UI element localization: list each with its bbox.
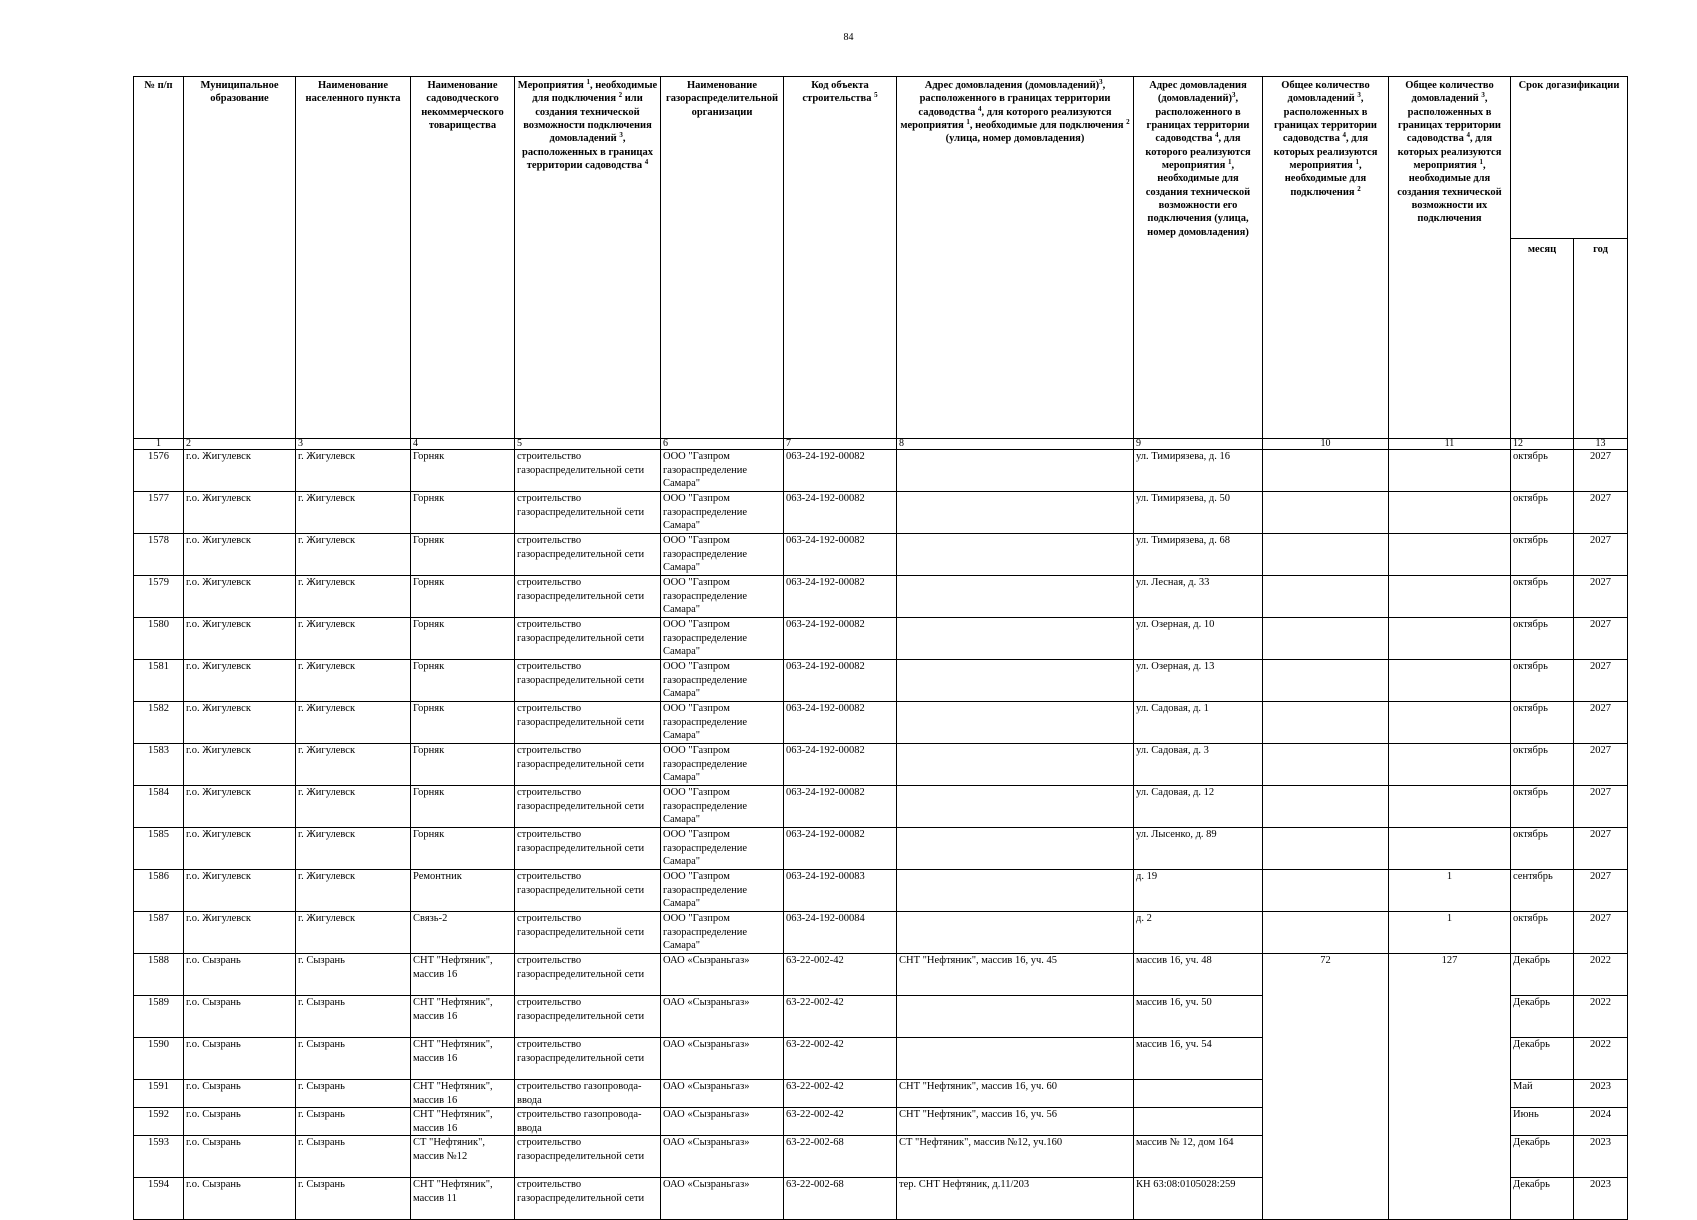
row-number-cell: 1590: [134, 1038, 184, 1080]
table-row: [134, 1136, 1628, 1178]
municipality-cell: г.о. Сызрань: [184, 1108, 296, 1136]
column-number: 5: [515, 439, 661, 450]
snt-name-cell: СТ "Нефтяник", массив №12: [411, 1136, 515, 1178]
count-capability-cell: [1389, 492, 1511, 534]
capability-address-cell: ул. Озерная, д. 10: [1134, 618, 1263, 660]
settlement-cell: г. Сызрань: [296, 1080, 411, 1108]
gas-organization-cell: ООО "Газпром газораспределение Самара": [661, 828, 784, 870]
header-col11: Общее количество домовладений $^3$, расположенных в границах территории садоводства $^4$, для которых реализуются мероприятия $^1$, необходимые для создания технической возможности их подключения: [1389, 77, 1511, 239]
connection-address-cell: [897, 744, 1134, 786]
connection-address-cell: [897, 492, 1134, 534]
count-capability-cell: [1389, 702, 1511, 744]
object-code-cell: 063-24-192-00082: [784, 744, 897, 786]
municipality-cell: г.о. Сызрань: [184, 1136, 296, 1178]
capability-address-cell: массив № 12, дом 164: [1134, 1136, 1263, 1178]
year-cell: 2023: [1574, 1136, 1628, 1178]
month-cell: октябрь: [1511, 912, 1574, 954]
settlement-cell: г. Жигулевск: [296, 660, 411, 702]
snt-name-cell: Связь-2: [411, 912, 515, 954]
gas-organization-cell: ОАО «Сызраньгаз»: [661, 1136, 784, 1178]
settlement-cell: г. Жигулевск: [296, 912, 411, 954]
row-number-cell: 1589: [134, 996, 184, 1038]
measure-cell: строительство газораспределительной сети: [515, 492, 661, 534]
year-cell: 2027: [1574, 492, 1628, 534]
object-code-cell: 063-24-192-00082: [784, 576, 897, 618]
object-code-cell: 063-24-192-00082: [784, 786, 897, 828]
count-capability-cell: [1389, 534, 1511, 576]
year-cell: 2027: [1574, 744, 1628, 786]
row-number-cell: 1593: [134, 1136, 184, 1178]
municipality-cell: г.о. Жигулевск: [184, 912, 296, 954]
count-capability-cell: [1389, 1108, 1511, 1136]
settlement-cell: г. Жигулевск: [296, 744, 411, 786]
year-cell: 2024: [1574, 1108, 1628, 1136]
snt-name-cell: СНТ "Нефтяник", массив 16: [411, 1080, 515, 1108]
connection-address-cell: [897, 660, 1134, 702]
row-number-cell: 1587: [134, 912, 184, 954]
object-code-cell: 63-22-002-42: [784, 1038, 897, 1080]
capability-address-cell: массив 16, уч. 50: [1134, 996, 1263, 1038]
count-capability-cell: [1389, 786, 1511, 828]
connection-address-cell: СТ "Нефтяник", массив №12, уч.160: [897, 1136, 1134, 1178]
municipality-cell: г.о. Сызрань: [184, 954, 296, 996]
year-cell: 2027: [1574, 828, 1628, 870]
count-connection-cell: [1263, 618, 1389, 660]
table-row: [134, 450, 1628, 492]
year-cell: 2027: [1574, 870, 1628, 912]
count-capability-cell: [1389, 660, 1511, 702]
measure-cell: строительство газопровода-ввода: [515, 1080, 661, 1108]
table-row: [134, 870, 1628, 912]
month-cell: октябрь: [1511, 576, 1574, 618]
settlement-cell: г. Жигулевск: [296, 618, 411, 660]
header-col5: Мероприятия $^1$, необходимые для подключения $^2$ или создания технической возможности подключения домовладений $^3$, расположенных в границах территории садоводства $^4$: [515, 77, 661, 239]
month-cell: Декабрь: [1511, 1136, 1574, 1178]
row-number-cell: 1579: [134, 576, 184, 618]
header-gasification-period: Срок догазификации: [1511, 77, 1628, 239]
object-code-cell: 063-24-192-00082: [784, 534, 897, 576]
column-number: 3: [296, 439, 411, 450]
count-connection-cell: [1263, 702, 1389, 744]
municipality-cell: г.о. Сызрань: [184, 1038, 296, 1080]
table-row: [134, 828, 1628, 870]
row-number-cell: 1582: [134, 702, 184, 744]
count-capability-cell: [1389, 1178, 1511, 1220]
row-number-cell: 1592: [134, 1108, 184, 1136]
count-connection-cell: [1263, 576, 1389, 618]
snt-name-cell: СНТ "Нефтяник", массив 11: [411, 1178, 515, 1220]
header-col2: Муниципальное образование: [184, 77, 296, 239]
column-number: 1: [134, 439, 184, 450]
month-cell: Декабрь: [1511, 996, 1574, 1038]
month-cell: октябрь: [1511, 786, 1574, 828]
snt-name-cell: СНТ "Нефтяник", массив 16: [411, 996, 515, 1038]
column-number: 6: [661, 439, 784, 450]
connection-address-cell: [897, 702, 1134, 744]
object-code-cell: 063-24-192-00083: [784, 870, 897, 912]
gas-organization-cell: ООО "Газпром газораспределение Самара": [661, 450, 784, 492]
settlement-cell: г. Сызрань: [296, 954, 411, 996]
snt-name-cell: СНТ "Нефтяник", массив 16: [411, 1038, 515, 1080]
row-number-cell: 1581: [134, 660, 184, 702]
month-cell: октябрь: [1511, 492, 1574, 534]
object-code-cell: 63-22-002-42: [784, 1108, 897, 1136]
snt-name-cell: Горняк: [411, 828, 515, 870]
count-capability-cell: [1389, 1136, 1511, 1178]
month-cell: октябрь: [1511, 618, 1574, 660]
count-capability-cell: 1: [1389, 912, 1511, 954]
settlement-cell: г. Сызрань: [296, 1038, 411, 1080]
capability-address-cell: ул. Лесная, д. 33: [1134, 576, 1263, 618]
year-cell: 2027: [1574, 660, 1628, 702]
settlement-cell: г. Жигулевск: [296, 786, 411, 828]
header-col3: Наименование населенного пункта: [296, 77, 411, 239]
measure-cell: строительство газораспределительной сети: [515, 1178, 661, 1220]
count-connection-cell: [1263, 1136, 1389, 1178]
connection-address-cell: [897, 996, 1134, 1038]
row-number-cell: 1577: [134, 492, 184, 534]
object-code-cell: 063-24-192-00082: [784, 660, 897, 702]
capability-address-cell: ул. Тимирязева, д. 16: [1134, 450, 1263, 492]
measure-cell: строительство газораспределительной сети: [515, 828, 661, 870]
snt-name-cell: Ремонтник: [411, 870, 515, 912]
connection-address-cell: тер. СНТ Нефтяник, д.11/203: [897, 1178, 1134, 1220]
gas-organization-cell: ОАО «Сызраньгаз»: [661, 1108, 784, 1136]
gas-organization-cell: ООО "Газпром газораспределение Самара": [661, 492, 784, 534]
capability-address-cell: д. 2: [1134, 912, 1263, 954]
measure-cell: строительство газораспределительной сети: [515, 786, 661, 828]
measure-cell: строительство газораспределительной сети: [515, 618, 661, 660]
count-connection-cell: [1263, 1178, 1389, 1220]
capability-address-cell: ул. Тимирязева, д. 68: [1134, 534, 1263, 576]
measure-cell: строительство газораспределительной сети: [515, 1038, 661, 1080]
column-number: 2: [184, 439, 296, 450]
municipality-cell: г.о. Жигулевск: [184, 702, 296, 744]
measure-cell: строительство газораспределительной сети: [515, 870, 661, 912]
table-row: [134, 534, 1628, 576]
column-number: 9: [1134, 439, 1263, 450]
gas-organization-cell: ООО "Газпром газораспределение Самара": [661, 786, 784, 828]
object-code-cell: 063-24-192-00082: [784, 492, 897, 534]
object-code-cell: 63-22-002-68: [784, 1178, 897, 1220]
settlement-cell: г. Жигулевск: [296, 870, 411, 912]
connection-address-cell: [897, 450, 1134, 492]
gas-organization-cell: ОАО «Сызраньгаз»: [661, 1080, 784, 1108]
row-number-cell: 1576: [134, 450, 184, 492]
count-capability-cell: 1: [1389, 870, 1511, 912]
row-number-cell: 1578: [134, 534, 184, 576]
gas-organization-cell: ООО "Газпром газораспределение Самара": [661, 702, 784, 744]
gas-organization-cell: ООО "Газпром газораспределение Самара": [661, 534, 784, 576]
count-connection-cell: [1263, 828, 1389, 870]
municipality-cell: г.о. Жигулевск: [184, 828, 296, 870]
connection-address-cell: СНТ "Нефтяник", массив 16, уч. 45: [897, 954, 1134, 996]
header-col9: Адрес домовладения (домовладений)$^3$, расположенного в границах территории садоводства $^4$, для которого реализуются мероприятия $^1$, необходимые для создания технической возможности его подключения (улица, номер домовладения): [1134, 77, 1263, 239]
header-col1: № п/п: [134, 77, 184, 239]
count-capability-cell: [1389, 996, 1511, 1038]
header-col7: Код объекта строительства $^5$: [784, 77, 897, 239]
header-col10: Общее количество домовладений $^3$, расположенных в границах территории садоводства $^4$, для которых реализуются мероприятия $^1$, необходимые для подключения $^2$: [1263, 77, 1389, 239]
capability-address-cell: ул. Озерная, д. 13: [1134, 660, 1263, 702]
snt-name-cell: Горняк: [411, 618, 515, 660]
header-month: месяц: [1511, 239, 1574, 439]
connection-address-cell: [897, 870, 1134, 912]
count-capability-cell: [1389, 618, 1511, 660]
gas-organization-cell: ОАО «Сызраньгаз»: [661, 996, 784, 1038]
connection-address-cell: [897, 618, 1134, 660]
municipality-cell: г.о. Жигулевск: [184, 534, 296, 576]
year-cell: 2022: [1574, 954, 1628, 996]
gas-organization-cell: ОАО «Сызраньгаз»: [661, 954, 784, 996]
capability-address-cell: ул. Тимирязева, д. 50: [1134, 492, 1263, 534]
table-row: [134, 996, 1628, 1038]
column-number: 7: [784, 439, 897, 450]
settlement-cell: г. Сызрань: [296, 1136, 411, 1178]
measure-cell: строительство газораспределительной сети: [515, 576, 661, 618]
municipality-cell: г.о. Сызрань: [184, 996, 296, 1038]
gas-organization-cell: ООО "Газпром газораспределение Самара": [661, 870, 784, 912]
settlement-cell: г. Жигулевск: [296, 576, 411, 618]
count-connection-cell: [1263, 492, 1389, 534]
object-code-cell: 63-22-002-68: [784, 1136, 897, 1178]
measure-cell: строительство газораспределительной сети: [515, 912, 661, 954]
snt-name-cell: Горняк: [411, 744, 515, 786]
measure-cell: строительство газораспределительной сети: [515, 450, 661, 492]
month-cell: октябрь: [1511, 450, 1574, 492]
month-cell: Июнь: [1511, 1108, 1574, 1136]
year-cell: 2022: [1574, 1038, 1628, 1080]
gas-organization-cell: ООО "Газпром газораспределение Самара": [661, 576, 784, 618]
count-capability-cell: [1389, 744, 1511, 786]
count-connection-cell: [1263, 534, 1389, 576]
year-cell: 2027: [1574, 912, 1628, 954]
connection-address-cell: [897, 534, 1134, 576]
object-code-cell: 063-24-192-00082: [784, 702, 897, 744]
snt-name-cell: СНТ "Нефтяник", массив 16: [411, 954, 515, 996]
municipality-cell: г.о. Жигулевск: [184, 660, 296, 702]
count-connection-cell: [1263, 996, 1389, 1038]
header-col6: Наименование газораспределительной организации: [661, 77, 784, 239]
capability-address-cell: ул. Лысенко, д. 89: [1134, 828, 1263, 870]
table-row: [134, 912, 1628, 954]
connection-address-cell: СНТ "Нефтяник", массив 16, уч. 56: [897, 1108, 1134, 1136]
row-number-cell: 1584: [134, 786, 184, 828]
column-number: 13: [1574, 439, 1628, 450]
object-code-cell: 63-22-002-42: [784, 996, 897, 1038]
table-row: [134, 1080, 1628, 1108]
count-capability-cell: [1389, 1038, 1511, 1080]
row-number-cell: 1591: [134, 1080, 184, 1108]
month-cell: Декабрь: [1511, 1178, 1574, 1220]
gas-organization-cell: ОАО «Сызраньгаз»: [661, 1038, 784, 1080]
object-code-cell: 063-24-192-00082: [784, 828, 897, 870]
connection-address-cell: [897, 576, 1134, 618]
snt-name-cell: Горняк: [411, 786, 515, 828]
count-connection-cell: [1263, 786, 1389, 828]
column-number: 8: [897, 439, 1134, 450]
month-cell: Май: [1511, 1080, 1574, 1108]
count-connection-cell: [1263, 1080, 1389, 1108]
settlement-cell: г. Сызрань: [296, 1108, 411, 1136]
table-row: [134, 576, 1628, 618]
table-body: [134, 450, 1628, 1220]
capability-address-cell: ул. Садовая, д. 3: [1134, 744, 1263, 786]
count-connection-cell: [1263, 660, 1389, 702]
header-col4: Наименование садоводческого некоммерческого товарищества: [411, 77, 515, 239]
year-cell: 2027: [1574, 534, 1628, 576]
settlement-cell: г. Сызрань: [296, 1178, 411, 1220]
table-row: [134, 660, 1628, 702]
count-connection-cell: [1263, 1038, 1389, 1080]
object-code-cell: 63-22-002-42: [784, 954, 897, 996]
year-cell: 2022: [1574, 996, 1628, 1038]
measure-cell: строительство газораспределительной сети: [515, 1136, 661, 1178]
column-number: 12: [1511, 439, 1574, 450]
column-number: 4: [411, 439, 515, 450]
capability-address-cell: массив 16, уч. 48: [1134, 954, 1263, 996]
table-row: [134, 1178, 1628, 1220]
year-cell: 2027: [1574, 786, 1628, 828]
capability-address-cell: ул. Садовая, д. 12: [1134, 786, 1263, 828]
snt-name-cell: СНТ "Нефтяник", массив 16: [411, 1108, 515, 1136]
municipality-cell: г.о. Жигулевск: [184, 576, 296, 618]
page-number: 84: [843, 32, 854, 43]
object-code-cell: 063-24-192-00082: [784, 450, 897, 492]
table-row: [134, 1108, 1628, 1136]
capability-address-cell: ул. Садовая, д. 1: [1134, 702, 1263, 744]
column-number: 11: [1389, 439, 1511, 450]
capability-address-cell: [1134, 1080, 1263, 1108]
snt-name-cell: Горняк: [411, 492, 515, 534]
municipality-cell: г.о. Жигулевск: [184, 744, 296, 786]
settlement-cell: г. Жигулевск: [296, 492, 411, 534]
gasification-table: [133, 76, 1628, 1220]
count-connection-cell: [1263, 1108, 1389, 1136]
month-cell: Декабрь: [1511, 1038, 1574, 1080]
gas-organization-cell: ООО "Газпром газораспределение Самара": [661, 660, 784, 702]
year-cell: 2027: [1574, 618, 1628, 660]
capability-address-cell: д. 19: [1134, 870, 1263, 912]
gas-organization-cell: ООО "Газпром газораспределение Самара": [661, 618, 784, 660]
measure-cell: строительство газораспределительной сети: [515, 744, 661, 786]
snt-name-cell: Горняк: [411, 450, 515, 492]
year-cell: 2023: [1574, 1178, 1628, 1220]
count-connection-cell: [1263, 912, 1389, 954]
municipality-cell: г.о. Сызрань: [184, 1080, 296, 1108]
measure-cell: строительство газораспределительной сети: [515, 996, 661, 1038]
table-row: [134, 744, 1628, 786]
object-code-cell: 063-24-192-00084: [784, 912, 897, 954]
object-code-cell: 63-22-002-42: [784, 1080, 897, 1108]
header-year: год: [1574, 239, 1628, 439]
count-capability-cell: [1389, 1080, 1511, 1108]
row-number-cell: 1594: [134, 1178, 184, 1220]
count-capability-cell: [1389, 576, 1511, 618]
row-number-cell: 1586: [134, 870, 184, 912]
snt-name-cell: Горняк: [411, 576, 515, 618]
month-cell: сентябрь: [1511, 870, 1574, 912]
count-capability-cell: 127: [1389, 954, 1511, 996]
settlement-cell: г. Жигулевск: [296, 828, 411, 870]
year-cell: 2027: [1574, 576, 1628, 618]
municipality-cell: г.о. Жигулевск: [184, 786, 296, 828]
connection-address-cell: СНТ "Нефтяник", массив 16, уч. 60: [897, 1080, 1134, 1108]
connection-address-cell: [897, 828, 1134, 870]
measure-cell: строительство газораспределительной сети: [515, 534, 661, 576]
settlement-cell: г. Сызрань: [296, 996, 411, 1038]
count-connection-cell: [1263, 450, 1389, 492]
month-cell: октябрь: [1511, 702, 1574, 744]
month-cell: октябрь: [1511, 534, 1574, 576]
count-connection-cell: [1263, 744, 1389, 786]
row-number-cell: 1583: [134, 744, 184, 786]
table-row: [134, 954, 1628, 996]
count-capability-cell: [1389, 828, 1511, 870]
connection-address-cell: [897, 1038, 1134, 1080]
row-number-cell: 1580: [134, 618, 184, 660]
municipality-cell: г.о. Жигулевск: [184, 870, 296, 912]
column-number-row: [134, 439, 1628, 450]
table-row: [134, 492, 1628, 534]
snt-name-cell: Горняк: [411, 534, 515, 576]
capability-address-cell: массив 16, уч. 54: [1134, 1038, 1263, 1080]
connection-address-cell: [897, 912, 1134, 954]
column-number: 10: [1263, 439, 1389, 450]
month-cell: октябрь: [1511, 744, 1574, 786]
month-cell: Декабрь: [1511, 954, 1574, 996]
municipality-cell: г.о. Жигулевск: [184, 618, 296, 660]
snt-name-cell: Горняк: [411, 660, 515, 702]
gas-organization-cell: ОАО «Сызраньгаз»: [661, 1178, 784, 1220]
table-row: [134, 786, 1628, 828]
month-cell: октябрь: [1511, 660, 1574, 702]
measure-cell: строительство газораспределительной сети: [515, 660, 661, 702]
month-cell: октябрь: [1511, 828, 1574, 870]
settlement-cell: г. Жигулевск: [296, 702, 411, 744]
year-cell: 2023: [1574, 1080, 1628, 1108]
capability-address-cell: [1134, 1108, 1263, 1136]
table-row: [134, 1038, 1628, 1080]
connection-address-cell: [897, 786, 1134, 828]
settlement-cell: г. Жигулевск: [296, 534, 411, 576]
measure-cell: строительство газопровода-ввода: [515, 1108, 661, 1136]
row-number-cell: 1588: [134, 954, 184, 996]
row-number-cell: 1585: [134, 828, 184, 870]
count-connection-cell: 72: [1263, 954, 1389, 996]
table-row: [134, 702, 1628, 744]
measure-cell: строительство газораспределительной сети: [515, 702, 661, 744]
table-row: [134, 618, 1628, 660]
settlement-cell: г. Жигулевск: [296, 450, 411, 492]
capability-address-cell: КН 63:08:0105028:259: [1134, 1178, 1263, 1220]
year-cell: 2027: [1574, 450, 1628, 492]
snt-name-cell: Горняк: [411, 702, 515, 744]
year-cell: 2027: [1574, 702, 1628, 744]
object-code-cell: 063-24-192-00082: [784, 618, 897, 660]
municipality-cell: г.о. Жигулевск: [184, 450, 296, 492]
municipality-cell: г.о. Сызрань: [184, 1178, 296, 1220]
count-connection-cell: [1263, 870, 1389, 912]
count-capability-cell: [1389, 450, 1511, 492]
measure-cell: строительство газораспределительной сети: [515, 954, 661, 996]
gas-organization-cell: ООО "Газпром газораспределение Самара": [661, 744, 784, 786]
gas-organization-cell: ООО "Газпром газораспределение Самара": [661, 912, 784, 954]
municipality-cell: г.о. Жигулевск: [184, 492, 296, 534]
header-col8: Адрес домовладения (домовладений)$^3$, расположенного в границах территории садоводства $^4$, для которого реализуются мероприятия $^1$, необходимые для подключения $^2$ (улица, номер домовладения): [897, 77, 1134, 239]
